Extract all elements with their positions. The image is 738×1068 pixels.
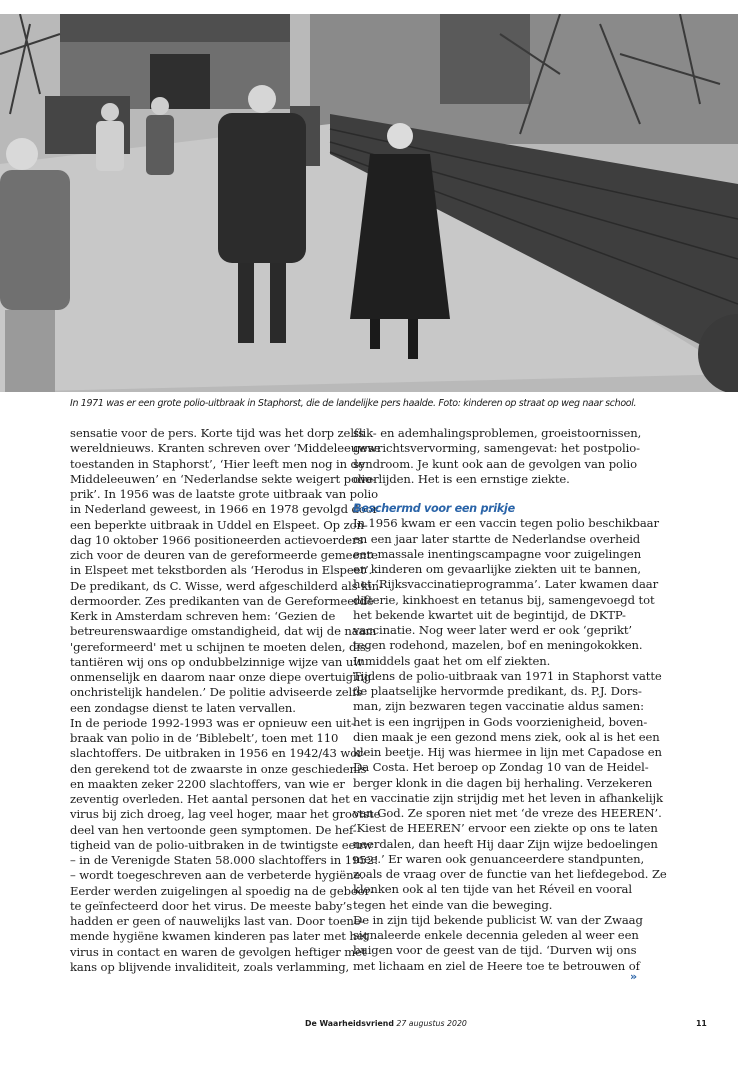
text-line: prik’. In 1956 was de laatste grote uitbraak van polio (70, 487, 378, 501)
text-line: onmenselijk en daarom naar onze diepe overtuiging (70, 670, 372, 684)
text-line: den gerekend tot de zwaarste in onze geschiedenis (70, 761, 367, 776)
continue-marker: » (630, 970, 638, 983)
text-line: hadden er geen of nauwelijks last van. Door toene- (70, 914, 365, 928)
text-line: dermoorder. Zes predikanten van de Gereformeerde (70, 593, 374, 608)
text-line: en vaccinatie zijn strijdig met het leven in afhankelijk (353, 790, 663, 805)
text-line: dag 10 oktober 1966 positioneerden actievoerders (70, 532, 364, 547)
text-line: tigheid van de polio-uitbraken in de twintigste eeuw (70, 837, 373, 852)
publication-date: 27 augustus 2020 (396, 1019, 467, 1028)
section-subheading: Beschermd voor een prikje (353, 502, 515, 515)
text-line: De predikant, ds C. Wisse, werd afgeschilderd als kin- (70, 578, 383, 593)
text-line: deel van hen vertoonde geen symptomen. De hef- (70, 822, 357, 837)
text-line: een massale inentingscampagne voor zuigelingen (353, 546, 642, 561)
text-line: van God. Ze sporen niet met ‘de vreze des HEEREN’. (353, 806, 662, 820)
text-line: syndroom. Je kunt ook aan de gevolgen van polio (353, 456, 638, 471)
text-line: man, zijn bezwaren tegen vaccinatie aldus samen: (353, 699, 644, 714)
text-line: vaccinatie. Nog weer later werd er ook ‘geprikt’ (353, 623, 633, 637)
text-line: berger klonk in die dagen bij herhaling. Verzekeren (353, 775, 653, 790)
text-line: virus in contact en waren de gevolgen heftiger met (70, 944, 367, 959)
text-line: betreurenswaardige omstandigheid, dat wij de naam (70, 624, 377, 639)
text-line: en maakten zeker 2200 slachtoffers, van wie er (70, 776, 345, 791)
text-line: neerdalen, dan heeft Hij daar Zijn wijze bedoelingen (353, 836, 658, 851)
text-line: toestanden in Staphorst’, ‘Hier leeft men nog in de (70, 456, 365, 471)
text-line: signaleerde enkele decennia geleden al weer een (353, 928, 639, 942)
text-line: een zondagse dienst te laten vervallen. (70, 700, 296, 715)
text-line: tegen rodehond, mazelen, bof en meningokokken. (353, 638, 643, 653)
page-number: 11 (696, 1019, 707, 1028)
photo-illustration (0, 14, 738, 392)
text-line: klein beetje. Hij was hiermee in lijn met Capadose en (353, 745, 662, 759)
article-column-right (353, 426, 667, 974)
text-line: en kinderen om gevaarlijke ziekten uit te bannen, (353, 562, 641, 576)
text-line: difterie, kinkhoest en tetanus bij, samengevoegd tot (353, 592, 655, 607)
text-line: Da Costa. Het beroep op Zondag 10 van de Heidel- (353, 760, 649, 775)
text-line: mee.’ Er waren ook genuanceerdere standpunten, (353, 851, 645, 866)
text-line: buigen voor de geest van de tijd. ‘Durven wij ons (353, 943, 637, 958)
text-line: mende hygiëne kwamen kinderen pas later met het (70, 929, 369, 944)
text-line: het bekende kwartet uit de begintijd, de DKTP- (353, 607, 626, 622)
text-line: in Elspeet met tekstborden als ‘Herodus in Elspeet’. (70, 563, 373, 578)
text-line: zich voor de deuren van de gereformeerde gemeente (70, 548, 378, 562)
photo-caption: In 1971 was er een grote polio-uitbraak in Staphorst, die de landelijke pers haalde. Foto: kinderen op straat op weg naar school. (70, 398, 637, 409)
text-line: 'gereformeerd' met u schijnen te moeten delen, dis- (70, 639, 370, 654)
text-line: De in zijn tijd bekende publicist W. van der Zwaag (353, 912, 643, 927)
text-line: Middeleeuwen’ en ‘Nederlandse sekte weigert polio- (70, 471, 376, 486)
text-line: In de periode 1992-1993 was er opnieuw een uit- (70, 715, 355, 730)
text-line: zoals de vraag over de functie van het liefdegebod. Ze (353, 867, 667, 881)
header-photo (0, 14, 738, 392)
text-line: virus bij zich droeg, lag veel hoger, maar het grootste (70, 807, 381, 822)
text-line: dien maak je een gezond mens ziek, ook al is het een (353, 729, 660, 744)
text-line: de plaatselijke hervormde predikant, ds. P.J. Dors- (353, 684, 642, 698)
text-line: onchristelijk handelen.’ De politie adviseerde zelfs (70, 685, 363, 700)
text-line: kans op blijvende invaliditeit, zoals verlamming, (70, 959, 350, 974)
text-line: met lichaam en ziel de Heere toe te betrouwen of (353, 958, 640, 973)
publication-name: De Waarheidsvriend (305, 1019, 394, 1028)
page-footer (0, 1019, 738, 1033)
text-line: Inmiddels gaat het om elf ziekten. (353, 653, 551, 668)
text-line: te geïnfecteerd door het virus. De meeste baby’s (70, 898, 353, 913)
text-line: Tijdens de polio-uitbraak van 1971 in Staphorst vatte (353, 668, 662, 683)
text-line: wereldnieuws. Kranten schreven over ‘Middeleeuwse (70, 441, 381, 456)
text-line: overlijden. Het is een ernstige ziekte. (353, 471, 570, 486)
text-line: In 1956 kwam er een vaccin tegen polio beschikbaar (353, 516, 659, 531)
text-line: – in de Verenigde Staten 58.000 slachtoffers in 1952! (70, 853, 379, 867)
text-line: Kerk in Amsterdam schreven hem: ‘Gezien de (70, 609, 336, 623)
article-column-left (70, 426, 383, 975)
text-line: slik- en ademhalingsproblemen, groeistoornissen, (353, 426, 642, 440)
text-line: het is een ingrijpen in Gods voorzienigheid, boven- (353, 714, 648, 729)
text-line: tegen het einde van die beweging. (353, 897, 553, 912)
text-line: Eerder werden zuigelingen al spoedig na de geboor- (70, 883, 374, 898)
text-line: in Nederland geweest, in 1966 en 1978 gevolgd door (70, 502, 379, 517)
text-line: slachtoffers. De uitbraken in 1956 en 1942/43 wor- (70, 746, 367, 761)
text-line: gewrichtsvervorming, samengevat: het postpolio- (353, 441, 640, 456)
footer-publication (305, 1019, 467, 1028)
text-line: ‘Kiest de HEEREN’ ervoor een ziekte op ons te laten (353, 821, 658, 836)
text-line: braak van polio in de ‘Biblebelt’, toen met 110 (70, 731, 339, 745)
text-line: zeventig overleden. Het aantal personen dat het (70, 792, 350, 806)
text-line: klonken ook al ten tijde van het Réveil en vooral (353, 882, 632, 897)
text-line: tantiëren wij ons op ondubbelzinnige wijze van uw (70, 654, 364, 669)
text-line: sensatie voor de pers. Korte tijd was het dorp zelfs (70, 426, 364, 440)
text-line: een beperkte uitbraak in Uddel en Elspeet. Op zon- (70, 517, 368, 532)
text-line: – wordt toegeschreven aan de verbeterde hygiëne. (70, 868, 364, 883)
text-line: het ‘Rijksvaccinatieprogramma’. Later kwamen daar (353, 577, 659, 592)
text-line: en een jaar later startte de Nederlandse overheid (353, 531, 641, 546)
